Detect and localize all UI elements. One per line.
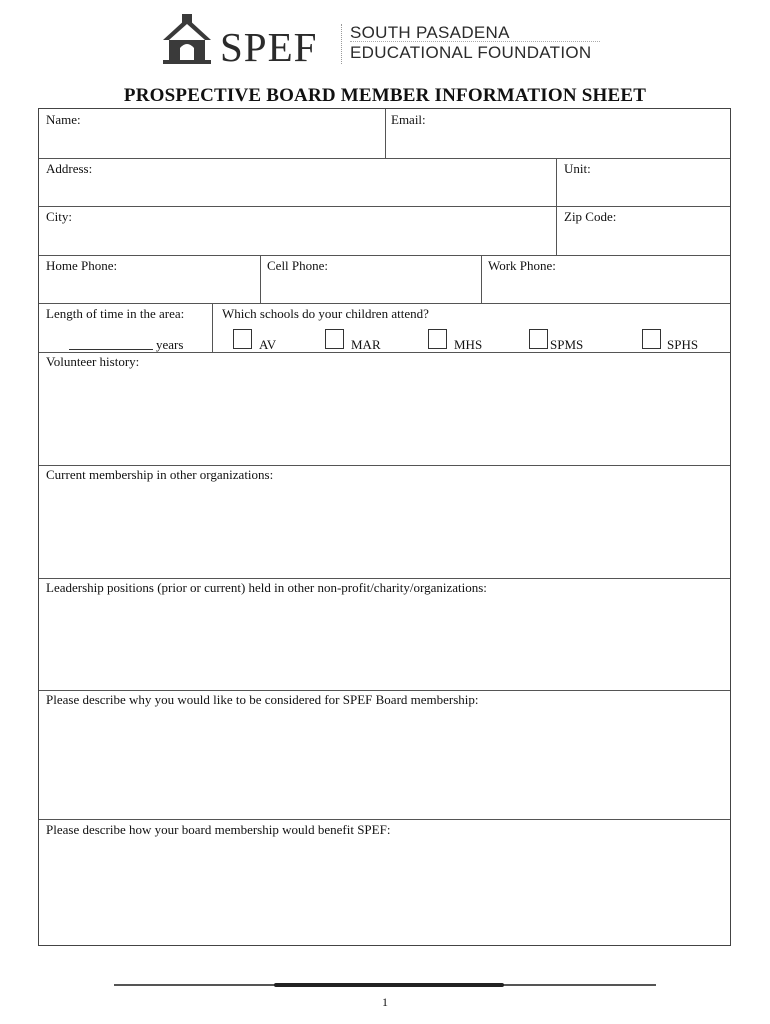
logo-separator: [341, 24, 343, 64]
checkbox-sphs[interactable]: [642, 329, 661, 349]
checkbox-spms[interactable]: [529, 329, 548, 349]
school-label-sphs: SPHS: [667, 337, 699, 352]
logo-dotted-rule: [350, 41, 600, 42]
page-number: 1: [382, 995, 388, 1009]
col-divider: [260, 255, 261, 303]
work-phone-label: Work Phone:: [488, 258, 556, 273]
logo-brand: SPEF: [220, 24, 318, 70]
why-board-label: Please describe why you would like to be considered for SPEF Board membership:: [46, 692, 479, 707]
length-of-time-label: Length of time in the area:: [46, 306, 185, 321]
cell-phone-label: Cell Phone:: [267, 258, 329, 273]
row-divider: [39, 158, 730, 159]
address-label: Address:: [46, 161, 93, 176]
school-label-mhs: MHS: [454, 337, 483, 352]
city-label: City:: [46, 209, 73, 224]
row-divider: [39, 690, 730, 691]
info-form: [38, 108, 731, 946]
row-divider: [39, 578, 730, 579]
logo-line-1: SOUTH PASADENA: [350, 23, 510, 42]
years-blank: [69, 349, 153, 350]
row-divider: [39, 206, 730, 207]
logo-line-2: EDUCATIONAL FOUNDATION: [350, 43, 592, 62]
leadership-label: Leadership positions (prior or current) held in other non-profit/charity/organizations:: [46, 580, 487, 595]
benefit-label: Please describe how your board membership would benefit SPEF:: [46, 822, 391, 837]
schools-question-label: Which schools do your children attend?: [222, 306, 429, 321]
spef-logo: [163, 14, 603, 70]
school-label-spms: SPMS: [550, 337, 584, 352]
page-title: PROSPECTIVE BOARD MEMBER INFORMATION SHEET: [123, 85, 647, 106]
row-divider: [39, 255, 730, 256]
email-label: Email:: [391, 112, 426, 127]
col-divider: [481, 255, 482, 303]
row-divider: [39, 352, 730, 353]
col-divider: [212, 303, 213, 352]
years-label: years: [156, 337, 184, 352]
col-divider: [556, 158, 557, 255]
row-divider: [39, 465, 730, 466]
home-phone-label: Home Phone:: [46, 258, 118, 273]
footer-rule: [114, 984, 656, 986]
row-divider: [39, 819, 730, 820]
unit-label: Unit:: [564, 161, 591, 176]
school-label-av: AV: [259, 337, 277, 352]
volunteer-history-label: Volunteer history:: [46, 354, 140, 369]
name-label: Name:: [46, 112, 81, 127]
school-label-mar: MAR: [351, 337, 381, 352]
schoolhouse-icon: [163, 14, 211, 64]
current-membership-label: Current membership in other organizations:: [46, 467, 274, 482]
checkbox-mar[interactable]: [325, 329, 344, 349]
row-divider: [39, 303, 730, 304]
zip-code-label: Zip Code:: [564, 209, 617, 224]
col-divider: [385, 109, 386, 158]
checkbox-av[interactable]: [233, 329, 252, 349]
checkbox-mhs[interactable]: [428, 329, 447, 349]
